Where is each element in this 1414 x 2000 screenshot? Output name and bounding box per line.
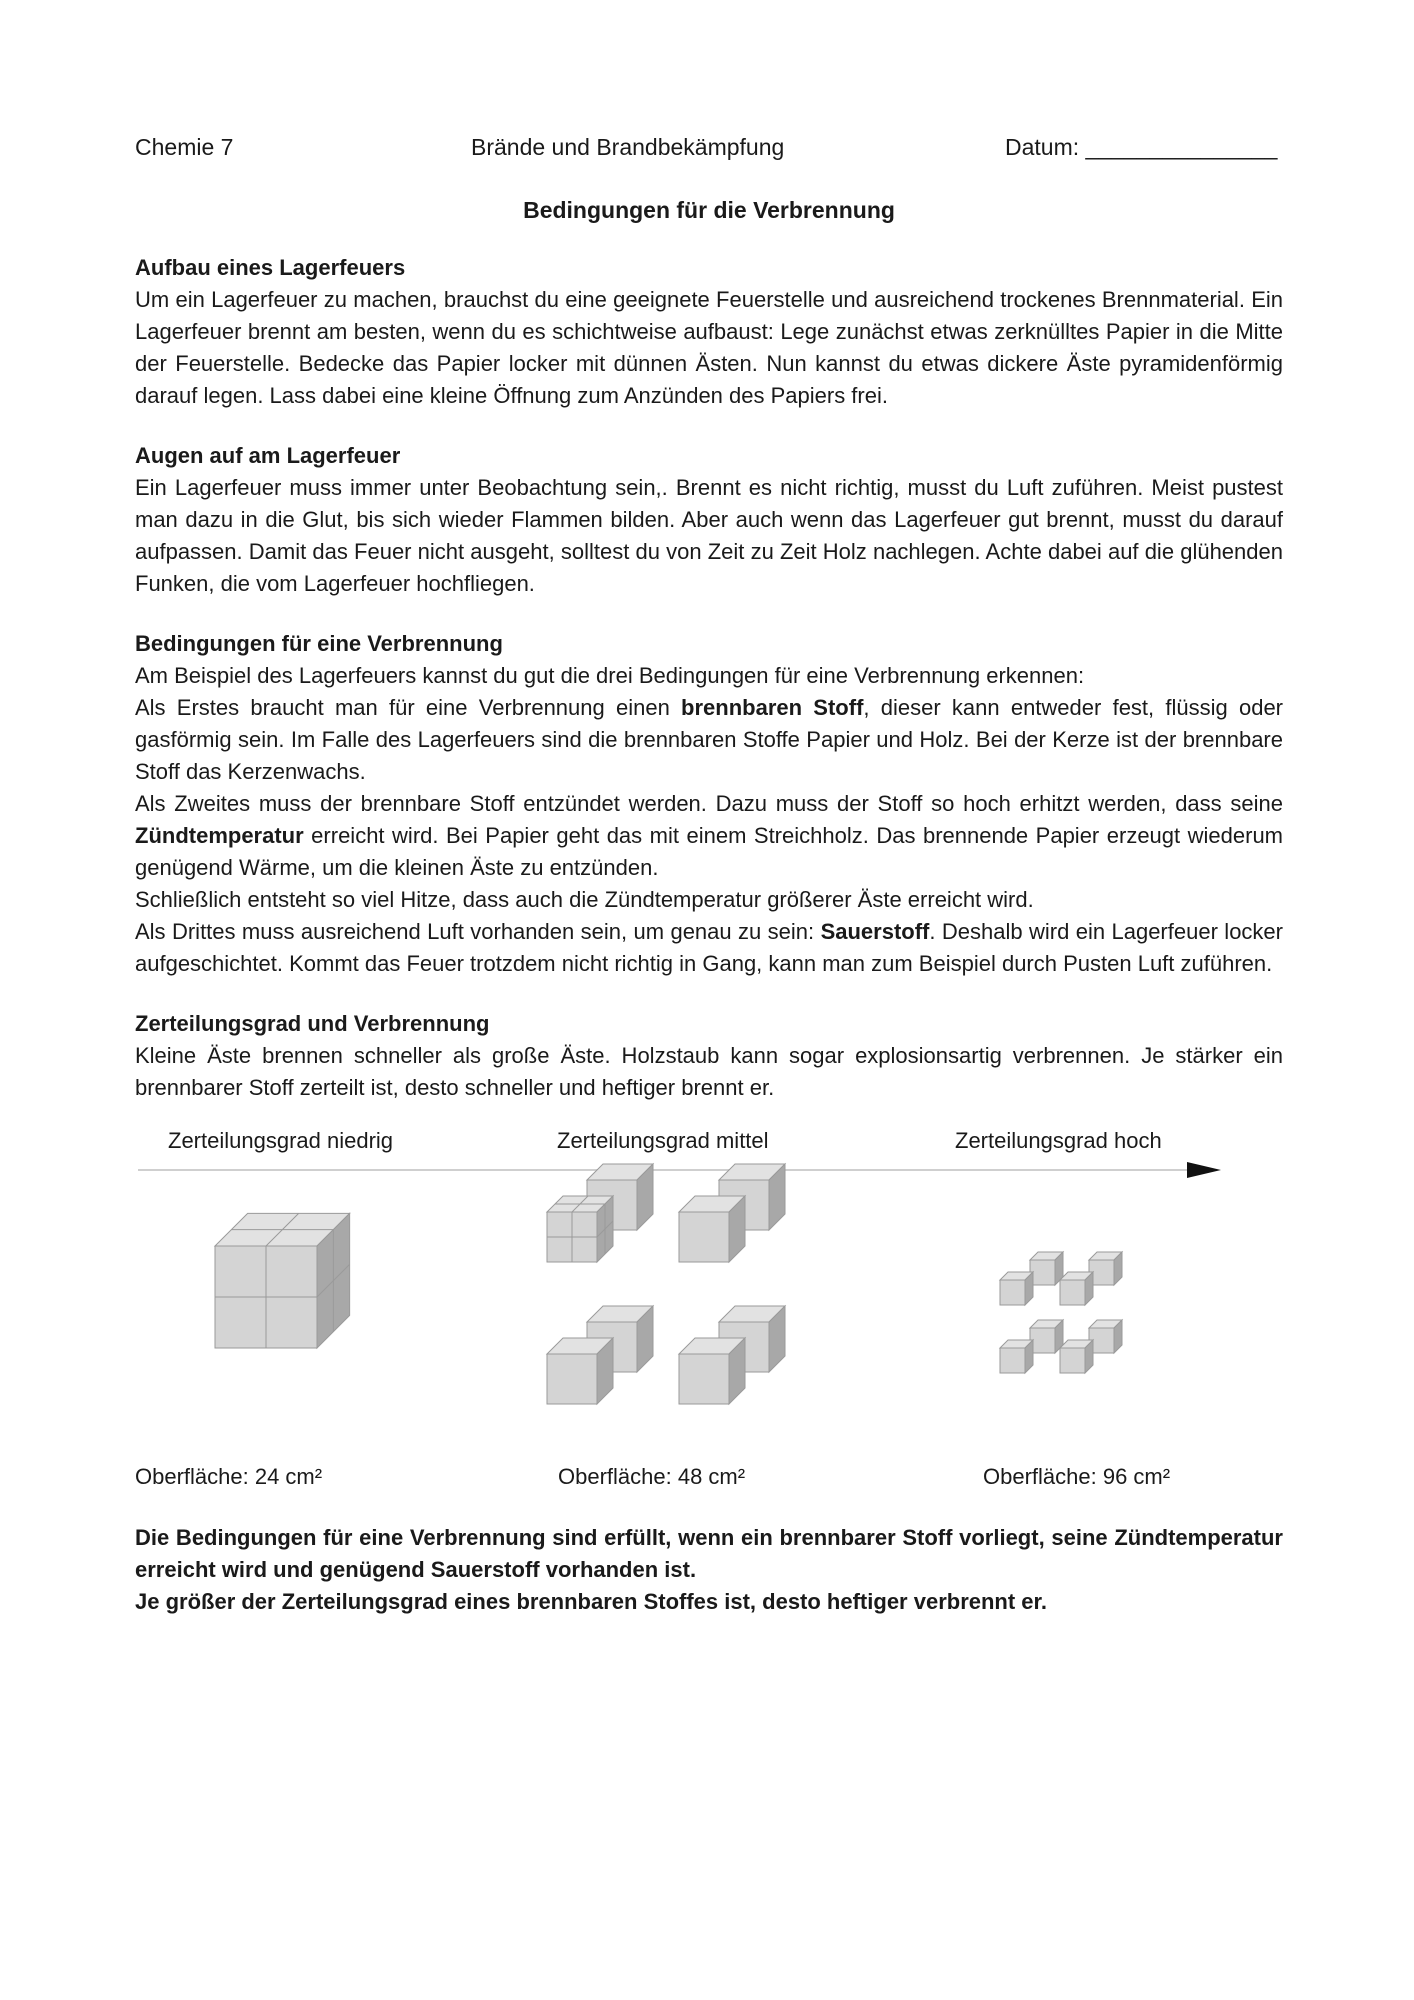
page-title: Bedingungen für die Verbrennung	[523, 197, 895, 223]
header-date: Datum: _______________	[1005, 134, 1278, 160]
cube-front	[1030, 1328, 1055, 1353]
section-heading: Bedingungen für eine Verbrennung	[135, 631, 503, 656]
cube-front	[547, 1354, 597, 1404]
cube-front	[679, 1354, 729, 1404]
cube-front	[1000, 1280, 1025, 1305]
section-paragraph: Als Drittes muss ausreichend Luft vorhanden sein, um genau zu sein: Sauerstoff. Deshalb wird ein Lagerfeuer locker aufgeschichtet. Kommt das Feuer trotzdem nicht richtig in Gang, kann man zum Beispiel durch Pusten Luft zuführen.	[135, 919, 1283, 976]
cube-front	[1000, 1348, 1025, 1373]
section-paragraph: Um ein Lagerfeuer zu machen, brauchst du eine geeignete Feuerstelle und ausreichend trockenes Brennmaterial. Ein Lagerfeuer brennt am besten, wenn du es schichtweise aufbaust: Lege zunächst etwas zerknülltes Papier in die Mitte der Feuerstelle. Bedecke das Papier locker mit dünnen Ästen. Nun kannst du etwas dickere Äste pyramidenförmig darauf legen. Lass dabei eine kleine Öffnung zum Anzünden des Papiers frei.	[135, 287, 1283, 408]
section-paragraph: Als Erstes braucht man für eine Verbrennung einen brennbaren Stoff, dieser kann entweder fest, flüssig oder gasförmig sein. Im Falle des Lagerfeuers sind die brennbaren Stoffe Papier und Holz. Bei der Kerze ist der brennbare Stoff das Kerzenwachs.	[135, 695, 1284, 784]
section-heading: Augen auf am Lagerfeuer	[135, 443, 401, 468]
label-high: Zerteilungsgrad hoch	[955, 1128, 1162, 1153]
section-campfire-watch	[135, 440, 1283, 600]
worksheet-page	[135, 134, 1283, 1618]
section-paragraph: Ein Lagerfeuer muss immer unter Beobachtung sein,. Brennt es nicht richtig, musst du Luft zuführen. Meist pustest man dazu in die Glut, bis sich wieder Flammen bilden. Aber auch wenn das Lagerfeuer gut brennt, musst du darauf aufpassen. Damit das Feuer nicht ausgeht, solltest du von Zeit zu Zeit Holz nachlegen. Achte dabei auf die glühenden Funken, die vom Lagerfeuer hochfliegen.	[135, 475, 1283, 596]
section-heading: Zerteilungsgrad und Verbrennung	[135, 1011, 490, 1036]
section-paragraph: Kleine Äste brennen schneller als große Äste. Holzstaub kann sogar explosionsartig verbrennen. Je stärker ein brennbarer Stoff zerteilt ist, desto schneller und heftiger brennt er.	[135, 1043, 1283, 1100]
conclusion-line: Die Bedingungen für eine Verbrennung sind erfüllt, wenn ein brennbarer Stoff vorliegt, seine Zündtemperatur erreicht wird und genügend Sauerstoff vorhanden ist.	[135, 1525, 1283, 1582]
section-conditions	[135, 628, 1283, 980]
header-topic: Brände und Brandbekämpfung	[471, 134, 785, 160]
distribution-diagram	[135, 1128, 1283, 1508]
section-heading: Aufbau eines Lagerfeuers	[135, 255, 406, 280]
section-campfire-build	[135, 252, 1283, 412]
section-paragraph: Schließlich entsteht so viel Hitze, dass auch die Zündtemperatur größerer Äste erreicht wird.	[135, 887, 1034, 912]
page-header	[135, 134, 1283, 174]
keyword-fuel: brennbaren Stoff	[681, 695, 864, 720]
label-medium: Zerteilungsgrad mittel	[557, 1128, 769, 1153]
cube-layer	[215, 1164, 1122, 1404]
cube-front	[1030, 1260, 1055, 1285]
header-subject: Chemie 7	[135, 134, 234, 160]
cube-front	[1060, 1280, 1085, 1305]
cube-illustration	[135, 1148, 1283, 1478]
section-paragraph: Am Beispiel des Lagerfeuers kannst du gut die drei Bedingungen für eine Verbrennung erkennen:	[135, 663, 1085, 688]
conclusion-line: Je größer der Zerteilungsgrad eines brennbaren Stoffes ist, desto heftiger verbrennt er.	[135, 1589, 1048, 1614]
area-medium: Oberfläche: 48 cm²	[558, 1464, 746, 1489]
section-paragraph: Als Zweites muss der brennbare Stoff entzündet werden. Dazu muss der Stoff so hoch erhitzt werden, dass seine Zündtemperatur erreicht wird. Bei Papier geht das mit einem Streichholz. Das brennende Papier erzeugt wiederum genügend Wärme, um die kleinen Äste zu entzünden.	[135, 791, 1283, 880]
keyword-ignition-temperature: Zündtemperatur	[135, 823, 304, 848]
conclusion-box	[135, 1522, 1283, 1618]
cube-front	[679, 1212, 729, 1262]
arrow-head-icon	[1187, 1162, 1221, 1178]
label-low: Zerteilungsgrad niedrig	[168, 1128, 394, 1153]
area-high: Oberfläche: 96 cm²	[983, 1464, 1171, 1489]
cube-front	[1060, 1348, 1085, 1373]
section-distribution	[135, 1008, 1283, 1104]
keyword-oxygen: Sauerstoff	[820, 919, 930, 944]
area-low: Oberfläche: 24 cm²	[135, 1464, 323, 1489]
